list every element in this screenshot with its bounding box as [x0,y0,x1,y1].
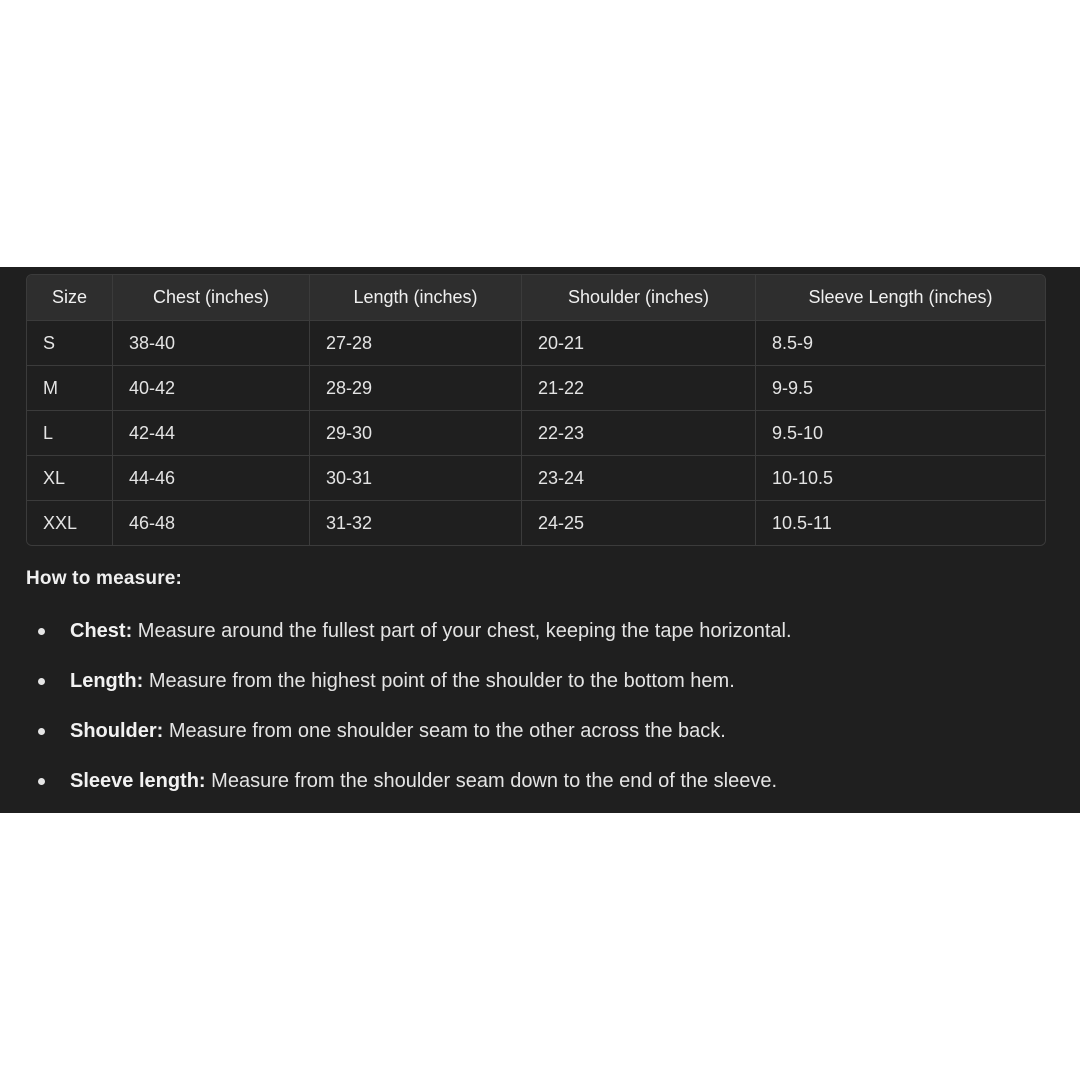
bullet-icon [38,778,45,785]
how-to-measure-heading: How to measure: [26,568,183,589]
header-sleeve-length: Sleeve Length (inches) [756,275,1045,321]
cell-size: L [27,411,113,456]
list-item-chest [0,606,792,656]
table-row [27,456,1045,501]
cell-shoulder: 22-23 [522,411,756,456]
cell-size: XL [27,456,113,501]
table-row [27,411,1045,456]
header-length: Length (inches) [310,275,522,321]
measure-text: Measure around the fullest part of your chest, keeping the tape horizontal. [132,620,792,642]
table-row [27,321,1045,366]
cell-shoulder: 20-21 [522,321,756,366]
table-header-row [27,275,1045,321]
cell-size: S [27,321,113,366]
cell-chest: 40-42 [113,366,310,411]
header-chest: Chest (inches) [113,275,310,321]
cell-sleeve-length: 10.5-11 [756,501,1045,545]
list-item-length [0,656,792,706]
cell-chest: 46-48 [113,501,310,545]
cell-shoulder: 23-24 [522,456,756,501]
measure-term: Sleeve length: [70,770,206,792]
bullet-icon [38,678,45,685]
cell-sleeve-length: 9-9.5 [756,366,1045,411]
measure-term: Length: [70,670,144,692]
cell-length: 27-28 [310,321,522,366]
cell-length: 31-32 [310,501,522,545]
measure-text: Measure from one shoulder seam to the other across the back. [163,720,726,742]
measure-text: Measure from the shoulder seam down to the end of the sleeve. [205,770,778,792]
cell-sleeve-length: 9.5-10 [756,411,1045,456]
cell-sleeve-length: 10-10.5 [756,456,1045,501]
cell-sleeve-length: 8.5-9 [756,321,1045,366]
cell-shoulder: 24-25 [522,501,756,545]
cell-length: 28-29 [310,366,522,411]
cell-length: 30-31 [310,456,522,501]
table-row [27,501,1045,545]
bullet-icon [38,728,45,735]
bullet-icon [38,628,45,635]
table-row [27,366,1045,411]
header-shoulder: Shoulder (inches) [522,275,756,321]
measure-term: Shoulder: [70,720,164,742]
cell-size: M [27,366,113,411]
list-item-sleeve-length [0,756,792,806]
size-chart-table [26,274,1046,546]
cell-size: XXL [27,501,113,545]
list-item-shoulder [0,706,792,756]
cell-chest: 44-46 [113,456,310,501]
cell-chest: 38-40 [113,321,310,366]
cell-shoulder: 21-22 [522,366,756,411]
cell-chest: 42-44 [113,411,310,456]
measure-text: Measure from the highest point of the shoulder to the bottom hem. [143,670,735,692]
measure-term: Chest: [70,620,133,642]
header-size: Size [27,275,113,321]
cell-length: 29-30 [310,411,522,456]
measure-instructions-list [0,606,792,806]
